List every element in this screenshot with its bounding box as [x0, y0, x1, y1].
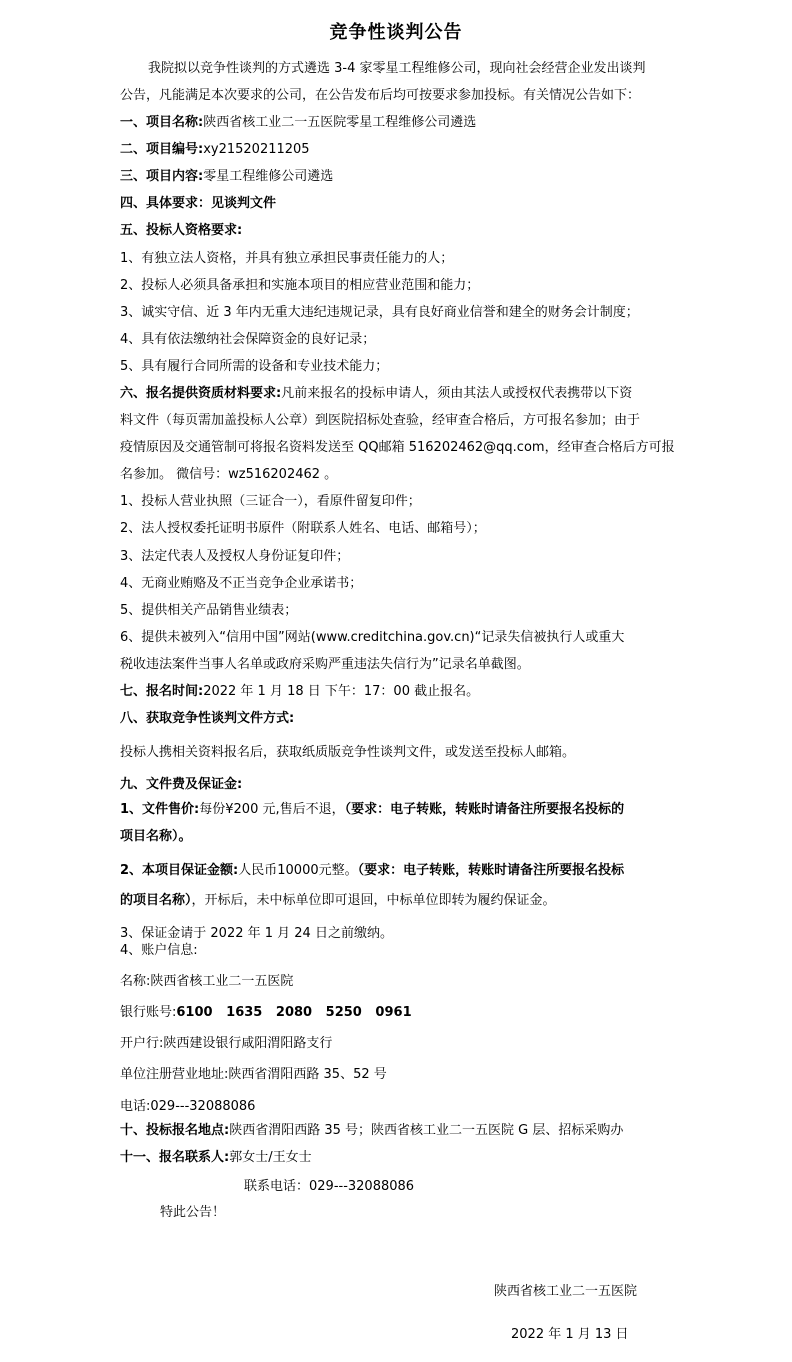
- account-name: [120, 973, 293, 991]
- account-number-label: 银行账号:: [120, 1005, 177, 1020]
- signature-date: 2022 年 1 月 13 日: [511, 1327, 629, 1342]
- qualification-item: 2、投标人必须具备承担和实施本项目的相应营业范围和能力；: [120, 278, 480, 293]
- qualification-item: 3、诚实守信、近 3 年内无重大违纪违规记录，具有良好商业信誉和建全的财务会计制度；: [120, 305, 639, 320]
- section-qualification-heading: 五、投标人资格要求:: [120, 223, 243, 238]
- section-materials: [120, 385, 632, 403]
- materials-line: 料文件（每页需加盖投标人公章）到医院招标处查验，经审查合格后，方可报名参加；由于: [120, 413, 641, 428]
- section-label: 二、项目编号:: [120, 142, 204, 157]
- materials-item: 5、提供相关产品销售业绩表；: [120, 603, 298, 618]
- section-registration-time: [120, 683, 479, 701]
- account-name-value: 陕西省核工业二一五医院: [150, 974, 294, 989]
- qualification-item: 1、有独立法人资格，并具有独立承担民事责任能力的人；: [120, 251, 454, 266]
- intro-line-1: 我院拟以竞争性谈判的方式遴选 3-4 家零星工程维修公司，现向社会经营企业发出谈判: [148, 61, 646, 76]
- registered-address-label: 单位注册营业地址:: [120, 1067, 229, 1082]
- signature-org: 陕西省核工业二一五医院: [494, 1284, 638, 1299]
- telephone: [120, 1098, 255, 1116]
- section-label: 六、报名提供资质材料要求:: [120, 386, 282, 401]
- materials-item: 6、提供未被列入“信用中国”网站(www.creditchina.gov.cn)“记录失信被执行人或重大: [120, 630, 625, 645]
- section-project-name: [120, 114, 476, 132]
- materials-item-cont: 税收违法案件当事人名单或政府采购严重违法失信行为”记录名单截图。: [120, 657, 530, 672]
- section-value: 凡前来报名的投标申请人，须由其法人或授权代表携带以下资: [281, 386, 633, 401]
- deposit-line-cont: [120, 892, 556, 910]
- bank-branch: [120, 1035, 332, 1053]
- section-location: [120, 1122, 623, 1140]
- bank-branch-value: 陕西建设银行咸阳渭阳路支行: [163, 1036, 333, 1051]
- section-contact: [120, 1149, 312, 1167]
- deposit-line: [120, 862, 624, 880]
- section-value: 2022 年 1 月 18 日 下午：17：00 截止报名。: [203, 684, 480, 699]
- telephone-label: 电话:: [120, 1099, 151, 1114]
- materials-item: 2、法人授权委托证明书原件（附联系人姓名、电话、邮箱号）；: [120, 521, 486, 536]
- deposit-deadline: 3、保证金请于 2022 年 1 月 24 日之前缴纳。: [120, 926, 393, 941]
- page-title: 竞争性谈判公告: [329, 22, 463, 43]
- fee-requirement-cont: 项目名称）。: [120, 829, 192, 844]
- deposit-requirement: （要求：电子转账，转账时请备注所要报名投标: [357, 863, 625, 878]
- section-obtain-docs: 八、获取竞争性谈判文件方式:: [120, 711, 295, 726]
- section-project-content: [120, 168, 333, 186]
- section-label: 三、项目内容:: [120, 169, 204, 184]
- account-number-value: 6100 1635 2080 5250 0961: [176, 1005, 412, 1020]
- materials-line: 疫情原因及交通管制可将报名资料发送至 QQ邮箱 516202462@qq.com，经审查合格后方可报: [120, 440, 675, 455]
- account-name-label: 名称:: [120, 974, 151, 989]
- section-value: 郭女士/王女士: [229, 1150, 312, 1165]
- obtain-docs-text: 投标人携相关资料报名后，获取纸质版竞争性谈判文件，或发送至投标人邮箱。: [120, 745, 576, 760]
- fee-requirement: （要求：电子转账，转账时请备注所要报名投标的: [344, 802, 625, 817]
- materials-line: 名参加。 微信号：wz516202462 。: [120, 467, 338, 482]
- fee-label: 1、文件售价:: [120, 802, 200, 817]
- section-project-number: [120, 141, 310, 159]
- qualification-item: 4、具有依法缴纳社会保障资金的良好记录；: [120, 332, 376, 347]
- deposit-requirement-cont: 的项目名称）: [120, 893, 192, 908]
- deposit-value: 人民币10000元整。: [238, 863, 358, 878]
- fee-line: [120, 801, 624, 819]
- telephone-value: 029---32088086: [150, 1099, 256, 1114]
- intro-line-2: 公告，凡能满足本次要求的公司，在公告发布后均可按要求参加投标。有关情况公告如下：: [120, 88, 641, 103]
- deposit-tail: ，开标后，未中标单位即可退回，中标单位即转为履约保证金。: [191, 893, 556, 908]
- closing-text: 特此公告！: [160, 1205, 226, 1220]
- section-label: 十一、报名联系人:: [120, 1150, 230, 1165]
- materials-item: 3、法定代表人及授权人身份证复印件；: [120, 549, 350, 564]
- materials-item: 1、投标人营业执照（三证合一），看原件留复印件；: [120, 494, 421, 509]
- section-value: xy21520211205: [203, 142, 310, 157]
- section-label: 十、投标报名地点:: [120, 1123, 230, 1138]
- account-number: [120, 1004, 412, 1022]
- section-value: 陕西省核工业二一五医院零星工程维修公司遴选: [203, 115, 477, 130]
- qualification-item: 5、具有履行合同所需的设备和专业技术能力；: [120, 359, 389, 374]
- section-value: 陕西省渭阳西路 35 号；陕西省核工业二一五医院 G 层、招标采购办: [229, 1123, 624, 1138]
- account-info-heading: 4、账户信息:: [120, 943, 198, 958]
- materials-item: 4、无商业贿赂及不正当竞争企业承诺书；: [120, 576, 363, 591]
- section-label: 七、报名时间:: [120, 684, 204, 699]
- registered-address-value: 陕西省渭阳西路 35、52 号: [228, 1067, 387, 1082]
- registered-address: [120, 1066, 387, 1084]
- section-fees-heading: 九、文件费及保证金:: [120, 777, 243, 792]
- section-requirements: 四、具体要求：见谈判文件: [120, 196, 277, 211]
- deposit-label: 2、本项目保证金额:: [120, 863, 239, 878]
- section-value: 零星工程维修公司遴选: [203, 169, 334, 184]
- bank-branch-label: 开户行:: [120, 1036, 164, 1051]
- fee-value: 每份¥200 元,售后不退，: [199, 802, 345, 817]
- section-label: 一、项目名称:: [120, 115, 204, 130]
- contact-phone: 联系电话：029---32088086: [244, 1179, 415, 1194]
